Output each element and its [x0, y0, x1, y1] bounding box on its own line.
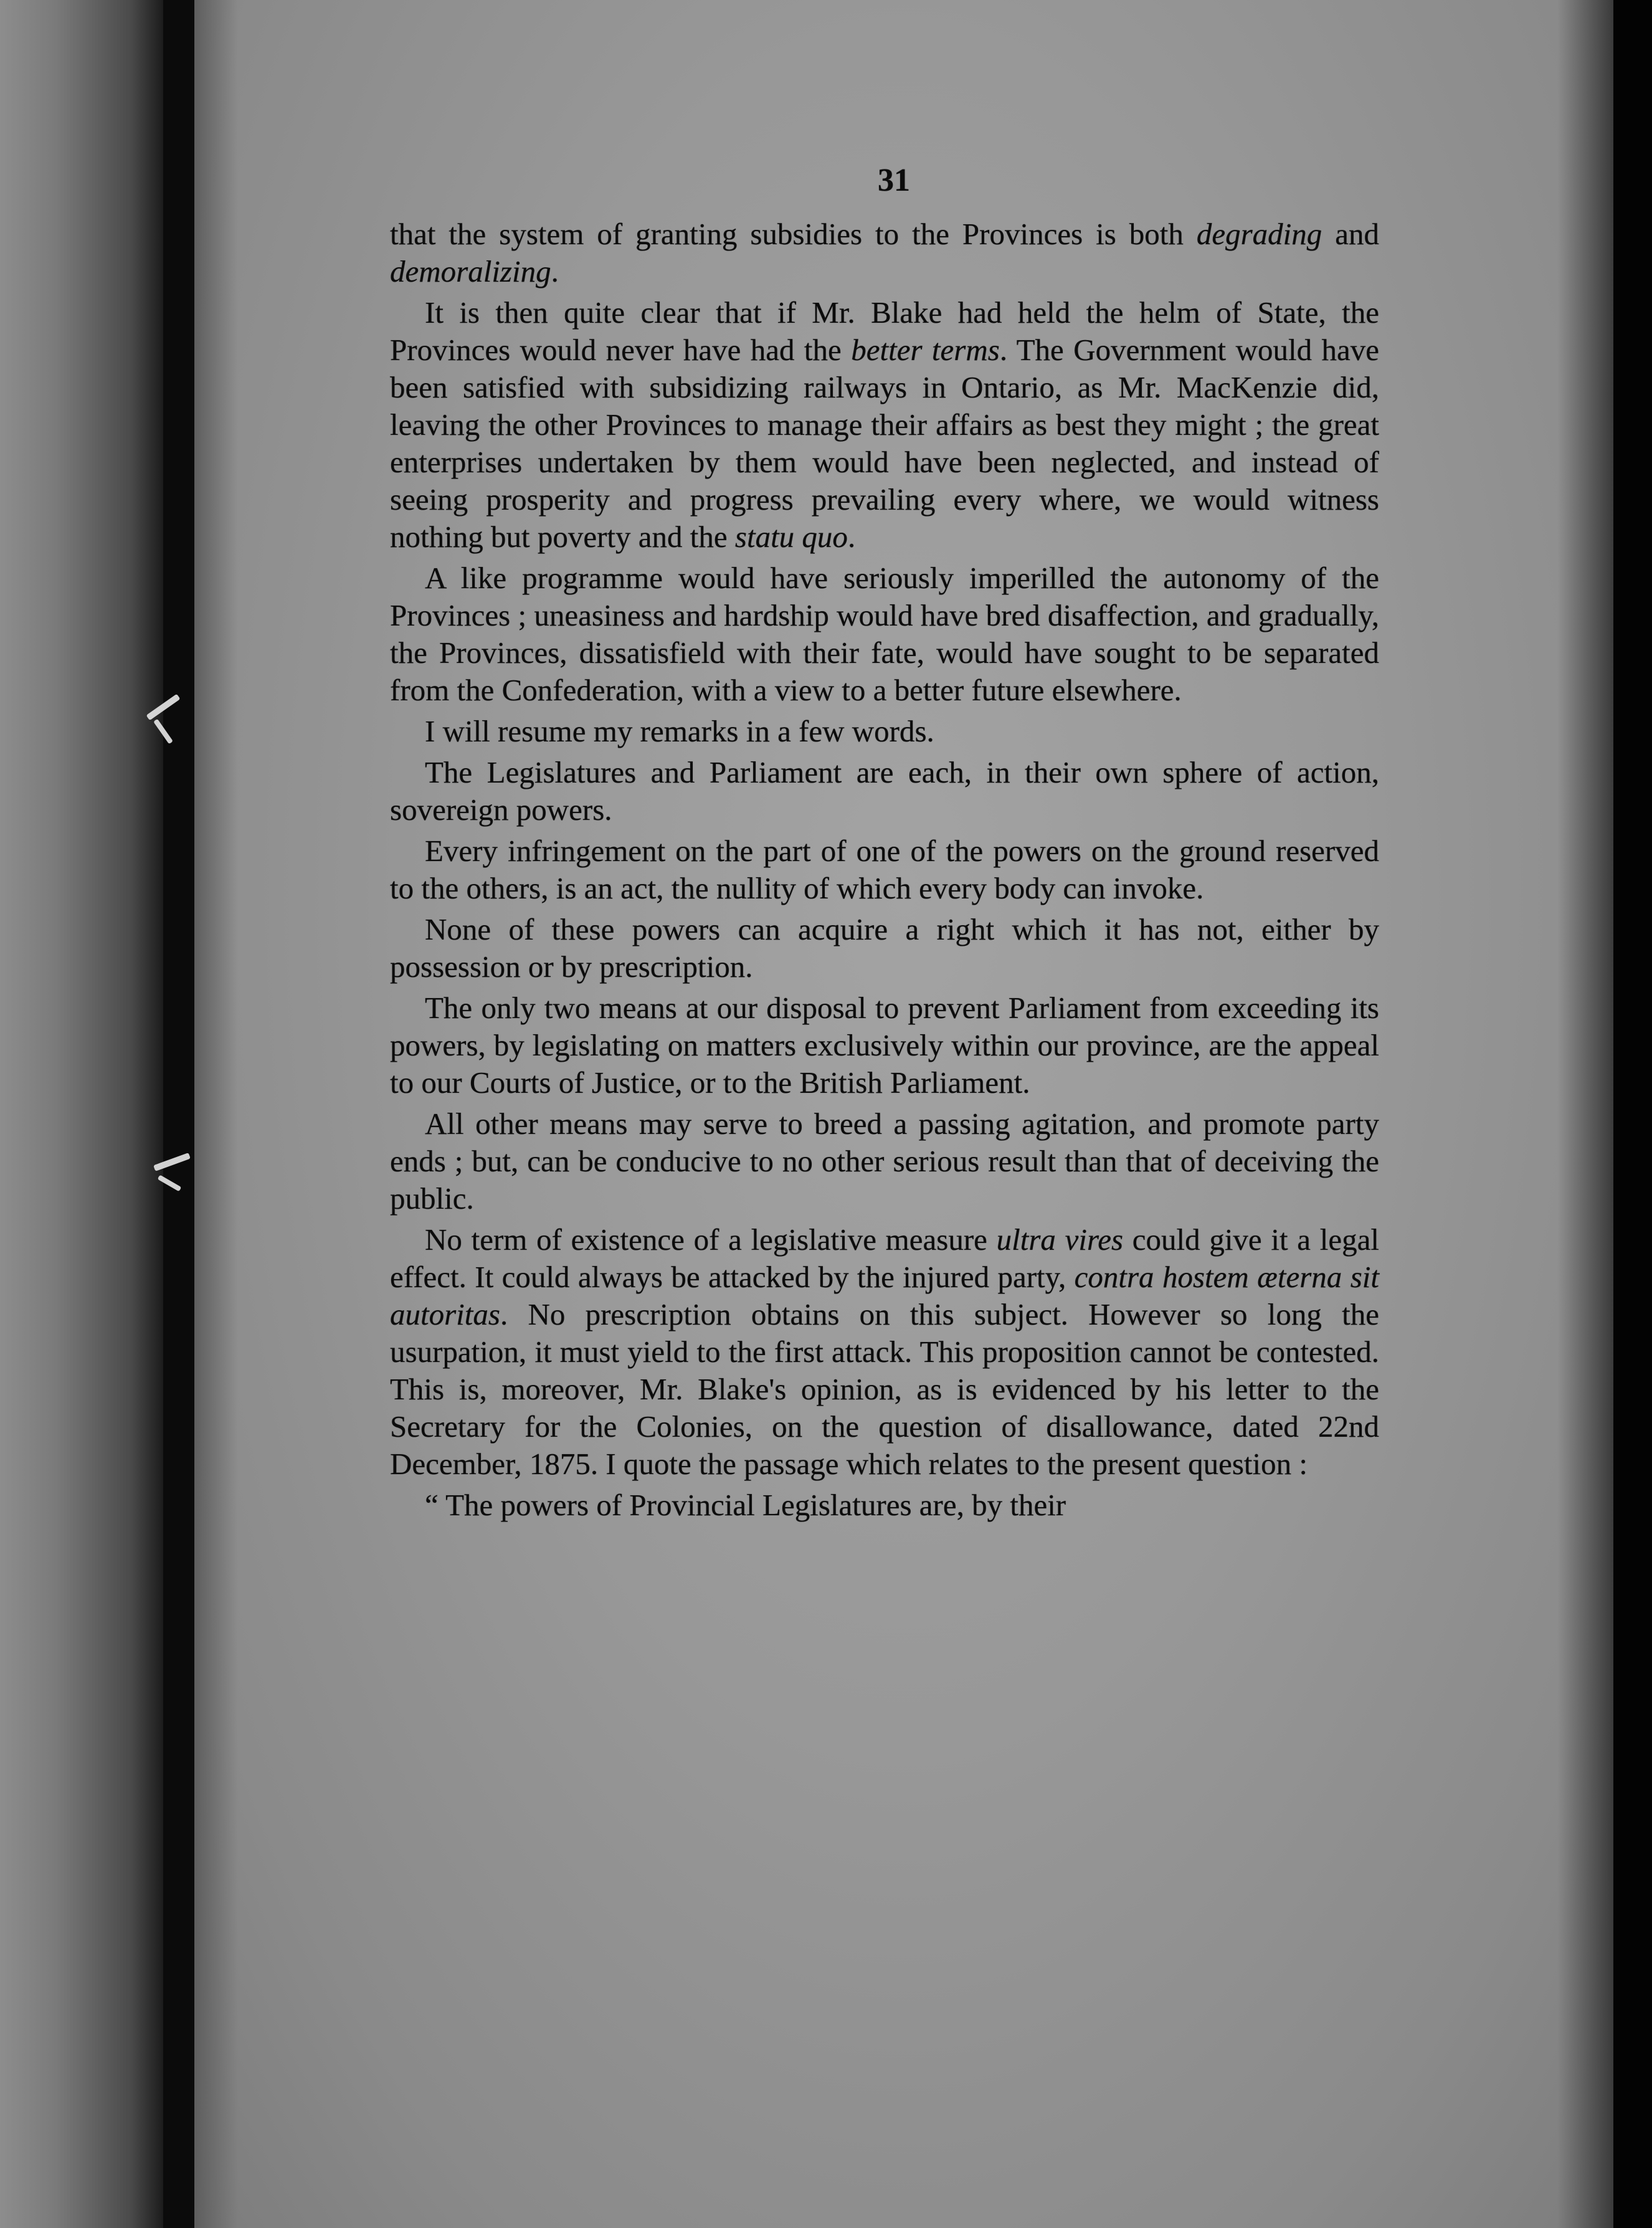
paragraph [390, 754, 1379, 829]
text-run: None of these powers can acquire a right which it has not, either by possession or by prescription. [390, 912, 1379, 984]
text-run: . [551, 254, 559, 288]
paragraph [390, 1487, 1379, 1524]
text-run: . [847, 520, 856, 554]
book-spine [163, 0, 194, 2228]
text-run: . The Government would have been satisfied with subsidizing railways in Ontario, as Mr. MacKenzie did, leaving the other Provinces to manage their affairs as best they might ; the great enterprises undertaken by them would have been neglected, and instead of seeing prosperity and progress prevailing every where, we would witness nothing but poverty and the [390, 333, 1379, 554]
body-text [390, 216, 1379, 1524]
page-number: 31 [878, 163, 910, 198]
paragraph [390, 832, 1379, 907]
text-run: A like programme would have seriously imperilled the autonomy of the Provinces ; uneasiness and hardship would have bred disaffection, and gradually, the Provinces, dissatisfield with their fate, would have sought to be separated from the Confederation, with a view to a better future elsewhere. [390, 561, 1380, 707]
page-content [390, 162, 1379, 1528]
paragraph [390, 216, 1379, 290]
text-run: The only two means at our disposal to prevent Parliament from exceeding its powers, by legislating on matters exclusively within our province, are the appeal to our Courts of Justice, or to the British Parliament. [390, 991, 1379, 1100]
text-run: It is then quite clear that if Mr. Blake had held the helm of State, the Provinces would never have had the [390, 295, 1379, 367]
text-run: that the system of granting subsidies to the Provinces is both [390, 217, 1197, 251]
italic-text: degrading [1196, 217, 1322, 251]
text-run: and [1322, 217, 1379, 251]
italic-text: statu quo [734, 520, 848, 554]
italic-text: contra hostem æterna sit autoritas [390, 1260, 1379, 1331]
paragraph [390, 713, 1379, 750]
text-run: . No prescription obtains on this subject. However so long the usurpation, it must yield to the first attack. This proposition cannot be contested. This is, moreover, Mr. Blake's opinion, as is evidenced by his letter to the Secretary for the Colonies, on the question of disallowance, dated 22nd December, 1875. I quote the passage which relates to the present question : [390, 1297, 1379, 1481]
paragraph [390, 1221, 1379, 1483]
italic-text: demoralizing [390, 254, 551, 288]
paragraph [390, 989, 1379, 1102]
page-edge [1613, 0, 1652, 2228]
italic-text: ultra vires [996, 1222, 1124, 1257]
text-run: No term of existence of a legislative measure [425, 1222, 997, 1257]
text-run: Every infringement on the part of one of the powers on the ground reserved to the others, is an act, the nullity of which every body can invoke. [390, 834, 1379, 905]
text-run: All other means may serve to breed a passing agitation, and promote party ends ; but, can be conducive to no other serious result than that of deceiving the public. [390, 1107, 1379, 1216]
paragraph [390, 294, 1379, 556]
text-run: could give it a legal effect. It could always be attacked by the injured party, [390, 1222, 1379, 1294]
italic-text: better terms [851, 333, 1000, 367]
text-run: The Legislatures and Parliament are each, in their own sphere of action, sovereign powers. [390, 755, 1379, 827]
paragraph [390, 1105, 1379, 1217]
text-run: I will resume my remarks in a few words. [425, 714, 934, 748]
book-gutter [0, 0, 187, 2228]
paragraph [390, 559, 1379, 709]
paragraph [390, 911, 1379, 986]
text-run: “ The powers of Provincial Legislatures are, by their [425, 1488, 1066, 1522]
